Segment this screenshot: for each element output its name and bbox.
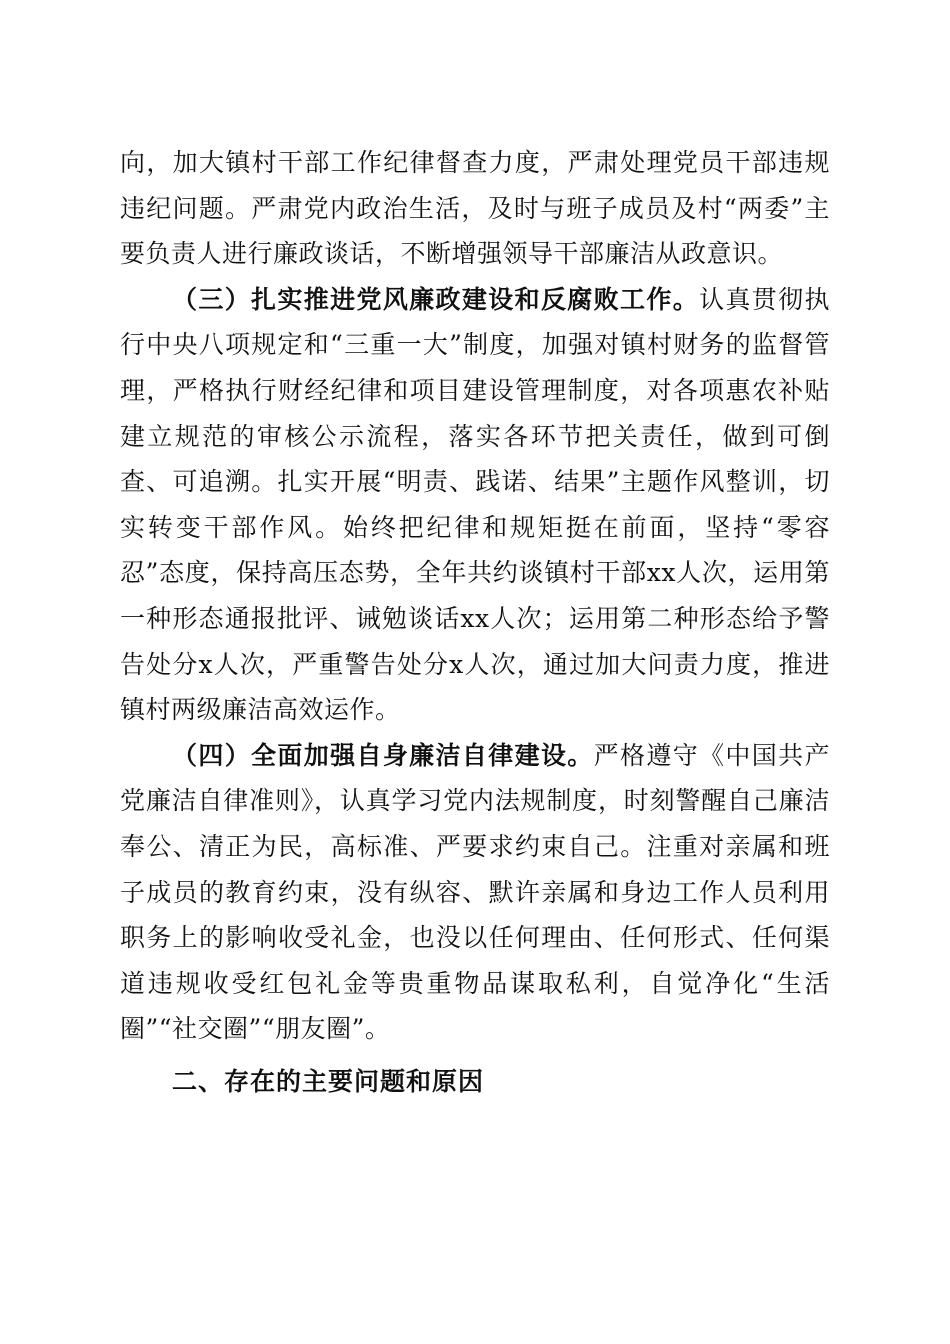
section-4-lead: （四）全面加强自身廉洁自律建设。 [172,740,594,770]
paragraph-section-4 [120,733,830,1052]
section-3-body: 认真贯彻执行中央八项规定和“三重一大”制度，加强对镇村财务的监督管理，严格执行财经纪律和项目建设管理制度，对各项惠农补贴建立规范的审核公示流程，落实各环节把关责任，做到可倒查、可追溯。扎实开展“明责、践诺、结果”主题作风整训，切实转变干部作风。始终把纪律和规矩挺在前面，坚持“零容忍”态度，保持高压态势，全年共约谈镇村干部xx人次，运用第一种形态通报批评、诫勉谈话xx人次；运用第二种形态给予警告处分x人次，严重警告处分x人次，通过加大问责力度，推进镇村两级廉洁高效运作。 [120,284,830,725]
paragraph-continued: 向，加大镇村干部工作纪律督查力度，严肃处理党员干部违规违纪问题。严肃党内政治生活，及时与班子成员及村“两委”主要负责人进行廉政谈话，不断增强领导干部廉洁从政意识。 [120,148,830,269]
paragraph-section-3 [120,277,830,733]
section-heading-2: 二、存在的主要问题和原因 [172,1066,485,1096]
section-4-body: 严格遵守《中国共产党廉洁自律准则》，认真学习党内法规制度，时刻警醒自己廉洁奉公、清正为民，高标准、严要求约束自己。注重对亲属和班子成员的教育约束，没有纵容、默许亲属和身边工作人员利用职务上的影响收受礼金，也没以任何理由、任何形式、任何渠道违规收受红包礼金等贵重物品谋取私利，自觉净化“生活圈”“社交圈”“朋友圈”。 [120,740,830,1044]
document-body [120,140,830,1108]
section-3-lead: （三）扎实推进党风廉政建设和反腐败工作。 [172,284,700,314]
